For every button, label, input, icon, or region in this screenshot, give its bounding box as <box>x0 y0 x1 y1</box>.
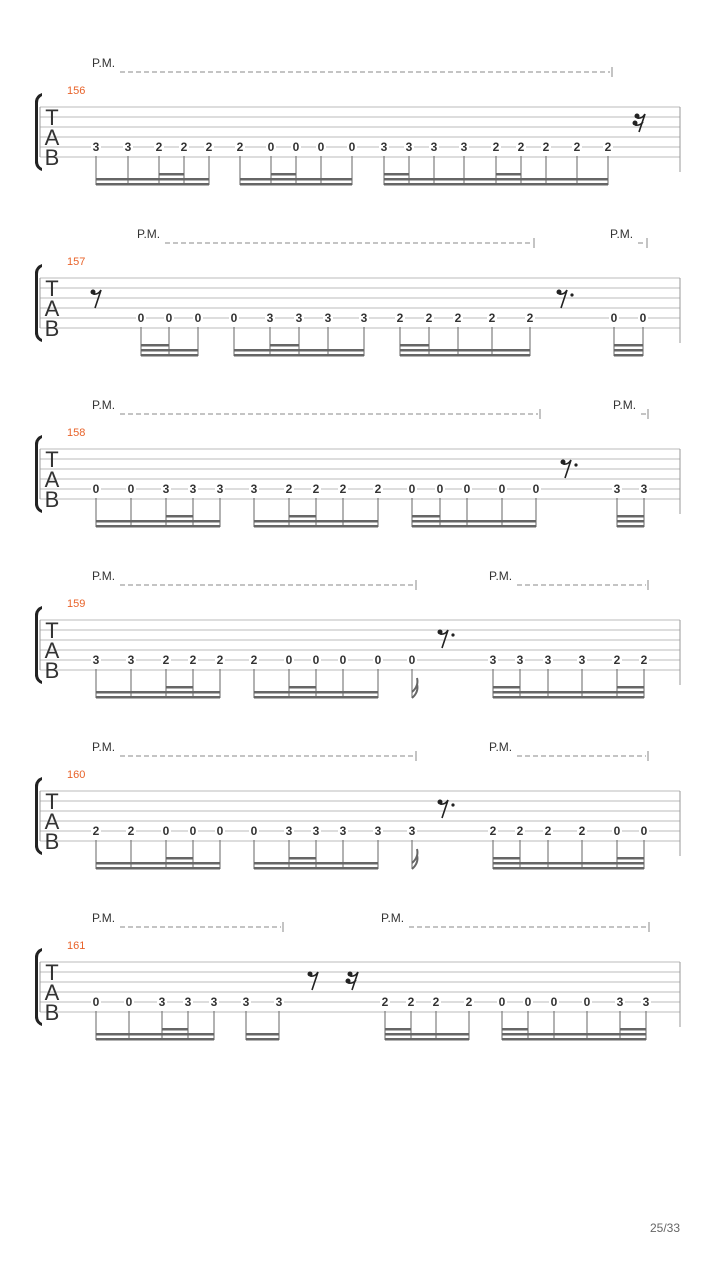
fret-number: 3 <box>640 482 648 496</box>
note-flag <box>412 849 417 869</box>
measure-number: 157 <box>67 256 86 268</box>
fret-number: 2 <box>381 995 389 1009</box>
fret-number: 0 <box>162 824 170 838</box>
palm-mute-label: P.M. <box>92 569 116 583</box>
tab-clef-letter: A <box>44 809 60 834</box>
fret-number: 2 <box>425 311 433 325</box>
beam-tertiary <box>614 344 643 347</box>
fret-number: 3 <box>127 653 135 667</box>
beam-secondary <box>96 178 209 181</box>
beam-tertiary <box>289 686 316 689</box>
fret-number: 0 <box>165 311 173 325</box>
tab-clef-letter: T <box>45 960 59 985</box>
fret-number: 2 <box>250 653 258 667</box>
fret-number: 2 <box>454 311 462 325</box>
fret-number: 0 <box>610 311 618 325</box>
fret-number: 3 <box>544 653 552 667</box>
beam-tertiary <box>617 686 644 689</box>
fret-number: 0 <box>317 140 325 154</box>
measure-number: 161 <box>67 940 86 952</box>
beam-tertiary <box>400 344 429 347</box>
beam-secondary <box>240 178 352 181</box>
fret-number: 0 <box>498 482 506 496</box>
fret-number: 3 <box>266 311 274 325</box>
tab-clef-letter: T <box>45 618 59 643</box>
fret-number: 0 <box>583 995 591 1009</box>
beam-tertiary <box>289 515 316 518</box>
fret-number: 2 <box>489 824 497 838</box>
fret-number: 2 <box>339 482 347 496</box>
palm-mute-label: P.M. <box>489 740 513 754</box>
fret-number: 0 <box>463 482 471 496</box>
palm-mute-label: P.M. <box>613 398 637 412</box>
fret-number: 3 <box>275 995 283 1009</box>
fret-number: 3 <box>405 140 413 154</box>
fret-number: 0 <box>137 311 145 325</box>
fret-number: 2 <box>396 311 404 325</box>
beam-primary <box>96 696 220 699</box>
fret-number: 2 <box>189 653 197 667</box>
beam-primary <box>412 525 536 528</box>
measure-number: 156 <box>67 85 86 97</box>
fret-number: 0 <box>436 482 444 496</box>
fret-number: 2 <box>285 482 293 496</box>
fret-number: 0 <box>292 140 300 154</box>
tab-clef-letter: T <box>45 276 59 301</box>
fret-number: 0 <box>230 311 238 325</box>
fret-number: 0 <box>550 995 558 1009</box>
fret-number: 2 <box>180 140 188 154</box>
fret-number: 2 <box>216 653 224 667</box>
beam-secondary <box>502 1033 646 1036</box>
fret-number: 2 <box>127 824 135 838</box>
beam-tertiary <box>617 515 644 518</box>
page-number: 25/33 <box>649 1221 680 1235</box>
beam-secondary <box>96 520 220 523</box>
palm-mute-label: P.M. <box>92 56 116 70</box>
tab-clef-letter: B <box>44 1000 60 1025</box>
tab-clef-letter: B <box>44 316 60 341</box>
beam-tertiary <box>493 686 520 689</box>
fret-number: 0 <box>408 653 416 667</box>
beam-secondary <box>254 520 378 523</box>
palm-mute-label: P.M. <box>381 911 405 925</box>
tab-clef-letter: A <box>44 296 60 321</box>
palm-mute-label: P.M. <box>137 227 161 241</box>
fret-number: 2 <box>613 653 621 667</box>
beam-tertiary <box>159 173 184 176</box>
fret-number: 2 <box>544 824 552 838</box>
tab-clef-letter: A <box>44 638 60 663</box>
fret-number: 3 <box>516 653 524 667</box>
note-flag <box>412 678 417 698</box>
fret-number: 3 <box>242 995 250 1009</box>
tab-clef-letter: B <box>44 145 60 170</box>
beam-primary <box>493 867 644 870</box>
beam-tertiary <box>493 857 520 860</box>
system-bracket <box>35 435 42 513</box>
tab-clef-letter: A <box>44 980 60 1005</box>
beam-secondary <box>254 862 378 865</box>
beam-tertiary <box>617 857 644 860</box>
beam-primary <box>96 525 220 528</box>
beam-primary <box>400 354 530 357</box>
fret-number: 0 <box>312 653 320 667</box>
beam-tertiary <box>385 1028 411 1031</box>
beam-tertiary <box>384 173 409 176</box>
fret-number: 0 <box>613 824 621 838</box>
beam-secondary <box>234 349 364 352</box>
fret-number: 3 <box>158 995 166 1009</box>
tab-clef-letter: T <box>45 447 59 472</box>
tab-clef-letter: B <box>44 658 60 683</box>
tab-clef-letter: B <box>44 487 60 512</box>
tab-clef-letter: B <box>44 829 60 854</box>
tab-clef-letter: A <box>44 467 60 492</box>
beam-secondary <box>96 691 220 694</box>
beam-primary <box>234 354 364 357</box>
fret-number: 3 <box>374 824 382 838</box>
fret-number: 2 <box>162 653 170 667</box>
beam-primary <box>96 183 209 186</box>
beam-secondary <box>521 178 608 181</box>
fret-number: 2 <box>542 140 550 154</box>
beam-secondary <box>493 862 644 865</box>
fret-number: 3 <box>460 140 468 154</box>
beam-secondary <box>385 1033 469 1036</box>
fret-number: 2 <box>640 653 648 667</box>
fret-number: 3 <box>312 824 320 838</box>
beam-secondary <box>254 691 378 694</box>
beam-primary <box>502 1038 646 1041</box>
beam-tertiary <box>289 857 316 860</box>
fret-number: 2 <box>578 824 586 838</box>
fret-number: 0 <box>339 653 347 667</box>
fret-number: 2 <box>432 995 440 1009</box>
beam-tertiary <box>141 344 169 347</box>
beam-tertiary <box>496 173 521 176</box>
beam-primary <box>384 183 521 186</box>
fret-number: 0 <box>348 140 356 154</box>
beam-primary <box>254 696 378 699</box>
system-bracket <box>35 777 42 855</box>
beam-secondary <box>412 520 536 523</box>
beam-secondary <box>246 1033 279 1036</box>
fret-number: 2 <box>488 311 496 325</box>
fret-number: 0 <box>127 482 135 496</box>
fret-number: 3 <box>324 311 332 325</box>
tab-clef-letter: T <box>45 789 59 814</box>
fret-number: 2 <box>155 140 163 154</box>
fret-number: 2 <box>492 140 500 154</box>
palm-mute-label: P.M. <box>92 398 116 412</box>
fret-number: 2 <box>604 140 612 154</box>
fret-number: 3 <box>189 482 197 496</box>
fret-number: 3 <box>124 140 132 154</box>
fret-number: 0 <box>92 482 100 496</box>
beam-secondary <box>384 178 521 181</box>
beam-primary <box>96 867 220 870</box>
fret-number: 2 <box>573 140 581 154</box>
fret-number: 2 <box>205 140 213 154</box>
beam-tertiary <box>412 515 440 518</box>
fret-number: 3 <box>250 482 258 496</box>
beam-secondary <box>96 862 220 865</box>
measure-number: 159 <box>67 598 86 610</box>
fret-number: 3 <box>408 824 416 838</box>
beam-primary <box>246 1038 279 1041</box>
beam-primary <box>617 525 644 528</box>
beam-secondary <box>617 520 644 523</box>
system-bracket <box>35 93 42 171</box>
tab-clef-letter: T <box>45 105 59 130</box>
beam-tertiary <box>502 1028 528 1031</box>
rest-dot <box>451 633 454 636</box>
fret-number: 3 <box>616 995 624 1009</box>
fret-number: 0 <box>640 824 648 838</box>
beam-primary <box>96 1038 214 1041</box>
fret-number: 2 <box>516 824 524 838</box>
fret-number: 0 <box>250 824 258 838</box>
fret-number: 3 <box>162 482 170 496</box>
fret-number: 2 <box>465 995 473 1009</box>
beam-primary <box>521 183 608 186</box>
rest-dot <box>570 293 573 296</box>
palm-mute-label: P.M. <box>610 227 634 241</box>
fret-number: 2 <box>374 482 382 496</box>
fret-number: 3 <box>92 653 100 667</box>
beam-secondary <box>614 349 643 352</box>
measure-number: 158 <box>67 427 86 439</box>
system-bracket <box>35 606 42 684</box>
system-bracket <box>35 264 42 342</box>
beam-primary <box>385 1038 469 1041</box>
fret-number: 2 <box>517 140 525 154</box>
fret-number: 0 <box>639 311 647 325</box>
fret-number: 0 <box>189 824 197 838</box>
tab-clef-letter: A <box>44 125 60 150</box>
beam-primary <box>493 696 644 699</box>
fret-number: 2 <box>92 824 100 838</box>
beam-tertiary <box>166 857 193 860</box>
fret-number: 0 <box>92 995 100 1009</box>
beam-secondary <box>400 349 530 352</box>
palm-mute-label: P.M. <box>92 911 116 925</box>
beam-tertiary <box>620 1028 646 1031</box>
fret-number: 3 <box>578 653 586 667</box>
rest-dot <box>574 463 577 466</box>
rest-dot <box>451 803 454 806</box>
beam-secondary <box>493 691 644 694</box>
fret-number: 3 <box>380 140 388 154</box>
fret-number: 3 <box>285 824 293 838</box>
palm-mute-label: P.M. <box>92 740 116 754</box>
fret-number: 3 <box>613 482 621 496</box>
fret-number: 3 <box>430 140 438 154</box>
beam-primary <box>614 354 643 357</box>
palm-mute-label: P.M. <box>489 569 513 583</box>
beam-primary <box>254 525 378 528</box>
beam-secondary <box>96 1033 214 1036</box>
fret-number: 0 <box>532 482 540 496</box>
fret-number: 2 <box>526 311 534 325</box>
fret-number: 3 <box>360 311 368 325</box>
fret-number: 2 <box>407 995 415 1009</box>
fret-number: 3 <box>184 995 192 1009</box>
fret-number: 0 <box>408 482 416 496</box>
beam-primary <box>254 867 378 870</box>
system-bracket <box>35 948 42 1026</box>
measure-number: 160 <box>67 769 86 781</box>
beam-primary <box>240 183 352 186</box>
beam-tertiary <box>166 686 193 689</box>
fret-number: 3 <box>642 995 650 1009</box>
beam-primary <box>141 354 198 357</box>
beam-tertiary <box>162 1028 188 1031</box>
beam-tertiary <box>166 515 193 518</box>
fret-number: 3 <box>295 311 303 325</box>
fret-number: 0 <box>216 824 224 838</box>
fret-number: 3 <box>210 995 218 1009</box>
fret-number: 0 <box>285 653 293 667</box>
fret-number: 3 <box>92 140 100 154</box>
fret-number: 0 <box>267 140 275 154</box>
fret-number: 0 <box>125 995 133 1009</box>
fret-number: 3 <box>489 653 497 667</box>
fret-number: 2 <box>312 482 320 496</box>
fret-number: 2 <box>236 140 244 154</box>
fret-number: 3 <box>339 824 347 838</box>
fret-number: 0 <box>374 653 382 667</box>
fret-number: 3 <box>216 482 224 496</box>
fret-number: 0 <box>524 995 532 1009</box>
fret-number: 0 <box>498 995 506 1009</box>
beam-tertiary <box>271 173 296 176</box>
fret-number: 0 <box>194 311 202 325</box>
beam-tertiary <box>270 344 299 347</box>
beam-secondary <box>141 349 198 352</box>
